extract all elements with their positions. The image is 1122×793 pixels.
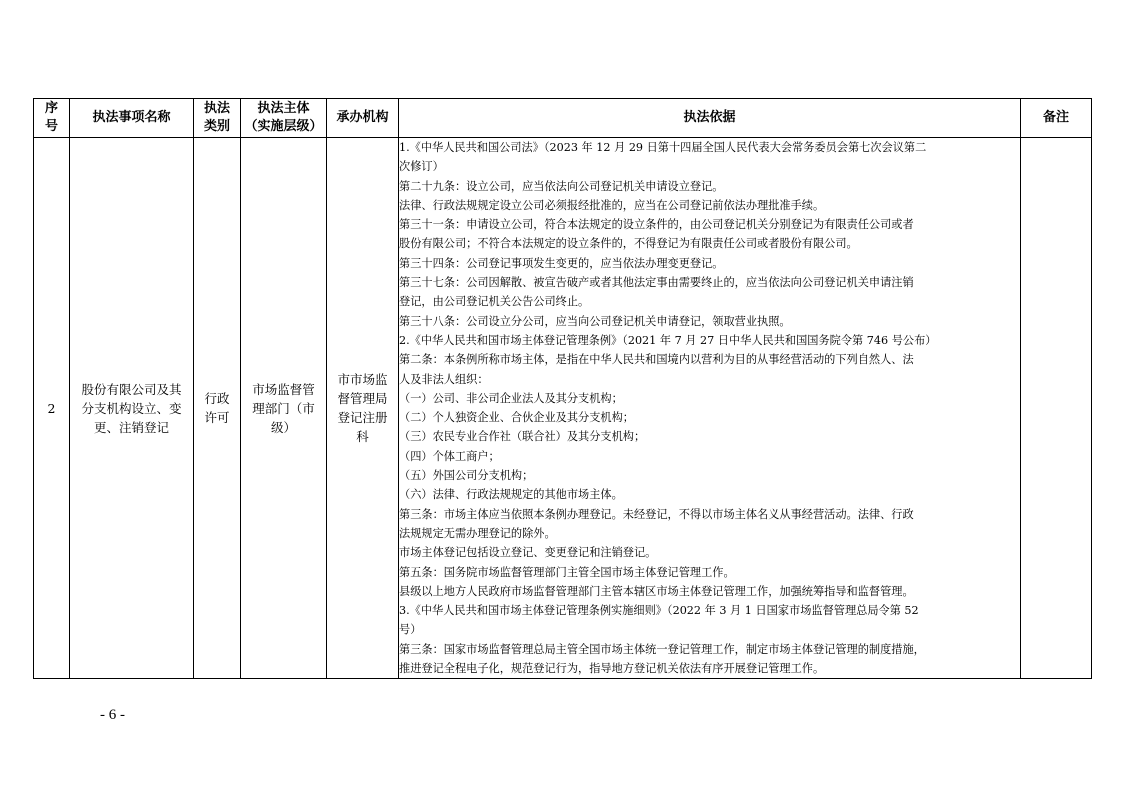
text-line: 第三十八条：公司设立分公司，应当向公司登记机关申请登记，领取营业执照。: [399, 314, 791, 328]
text-line: 号: [44, 119, 58, 134]
text-line: （三）农民专业合作社（联合社）及其分支机构；: [399, 430, 646, 444]
text-line: 第二条：本条例所称市场主体，是指在中华人民共和国境内以营利为目的从事经营活动的下列自然人、法: [399, 353, 914, 367]
text-line: 登记注册: [337, 410, 388, 426]
text-line: 执法依据: [683, 110, 736, 125]
text-line: 执法: [203, 101, 230, 116]
text-line: 第三十一条：申请设立公司，符合本法规定的设立条件的，由公司登记机关分别登记为有限责任公司或者: [399, 218, 914, 232]
table-row: [34, 138, 1092, 679]
text-line: 类别: [203, 119, 230, 134]
header-item-name: [70, 99, 194, 138]
header-category: [194, 99, 241, 138]
text-line: 次修订）: [399, 160, 444, 174]
cell-category: [194, 138, 241, 679]
cell-subject: [241, 138, 327, 679]
text-line: 分支机构设立、变: [81, 400, 182, 416]
header-seq: [34, 99, 70, 138]
text-line: 执法事项名称: [92, 110, 171, 125]
text-line: 1.《中华人民共和国公司法》（2023 年 12 月 29 日第十四届全国人民代表大会常务委员会第七次会议第二: [399, 141, 927, 154]
text-line: 市市场监: [337, 372, 388, 388]
cell-basis: [399, 138, 1021, 679]
text-line: 承办机构: [336, 110, 389, 125]
text-line: 更、注销登记: [93, 419, 169, 435]
text-line: 号）: [399, 623, 422, 637]
text-line: （四）个体工商户；: [399, 449, 500, 463]
text-line: 第五条：国务院市场监督管理部门主管全国市场主体登记管理工作。: [399, 565, 735, 579]
text-line: 县级以上地方人民政府市场监督管理部门主管本辖区市场主体登记管理工作，加强统筹指导和监督管理。: [399, 584, 914, 598]
text-line: 级）: [270, 419, 296, 435]
text-line: （五）外国公司分支机构；: [399, 469, 534, 483]
text-line: 法规规定无需办理登记的除外。: [399, 526, 556, 540]
cell-seq: 2: [34, 138, 70, 679]
cell-org: [327, 138, 399, 679]
header-basis: [399, 99, 1021, 138]
table-header-row: [34, 99, 1092, 138]
text-line: 市场主体登记包括设立登记、变更登记和注销登记。: [399, 546, 657, 560]
text-line: （实施层级）: [244, 119, 323, 134]
text-line: 备注: [1042, 110, 1069, 125]
text-line: 第三条：市场主体应当依照本条例办理登记。未经登记，不得以市场主体名义从事经营活动。法律、行政: [399, 507, 914, 521]
header-note: [1021, 99, 1092, 138]
text-line: 2.《中华人民共和国市场主体登记管理条例》（2021 年 7 月 27 日中华人民共和国国务院令第 746 号公布）: [399, 333, 937, 347]
text-line: 行政: [204, 391, 230, 407]
text-line: （一）公司、非公司企业法人及其分支机构；: [399, 391, 623, 405]
text-line: 第三十七条：公司因解散、被宣告破产或者其他法定事由需要终止的，应当依法向公司登记机关申请注销: [399, 276, 914, 290]
enforcement-table: [33, 98, 1092, 679]
text-line: 推进登记全程电子化，规范登记行为，指导地方登记机关依法有序开展登记管理工作。: [399, 662, 825, 676]
text-line: 法律、行政法规规定设立公司必须报经批准的，应当在公司登记前依法办理批准手续。: [399, 198, 825, 212]
header-org: [327, 99, 399, 138]
text-line: 理部门（市: [252, 400, 315, 416]
text-line: 市场监督管: [252, 381, 315, 397]
text-line: 登记，由公司登记机关公告公司终止。: [399, 295, 590, 309]
text-line: 第三十四条：公司登记事项发生变更的，应当依法办理变更登记。: [399, 256, 724, 270]
text-line: 第二十九条：设立公司，应当依法向公司登记机关申请设立登记。: [399, 179, 724, 193]
text-line: 执法主体: [257, 101, 310, 116]
text-line: 股份有限公司及其: [81, 381, 182, 397]
text-line: （六）法律、行政法规规定的其他市场主体。: [399, 488, 623, 502]
text-line: 序: [44, 101, 58, 116]
cell-note: [1021, 138, 1092, 679]
cell-item-name: [70, 138, 194, 679]
text-line: 3.《中华人民共和国市场主体登记管理条例实施细则》（2022 年 3 月 1 日国家市场监督管理总局令第 52: [399, 604, 919, 618]
text-line: 第三条：国家市场监督管理总局主管全国市场主体统一登记管理工作，制定市场主体登记管理的制度措施，: [399, 642, 925, 656]
text-line: 督管理局: [337, 391, 388, 407]
text-line: 人及非法人组织：: [399, 372, 489, 386]
text-line: （二）个人独资企业、合伙企业及其分支机构；: [399, 411, 634, 425]
text-line: 科: [356, 429, 369, 445]
page-number: - 6 -: [100, 707, 125, 723]
header-subject: [241, 99, 327, 138]
text-line: 股份有限公司；不符合本法规定的设立条件的，不得登记为有限责任公司或者股份有限公司。: [399, 237, 858, 251]
text-line: 许可: [204, 410, 230, 426]
